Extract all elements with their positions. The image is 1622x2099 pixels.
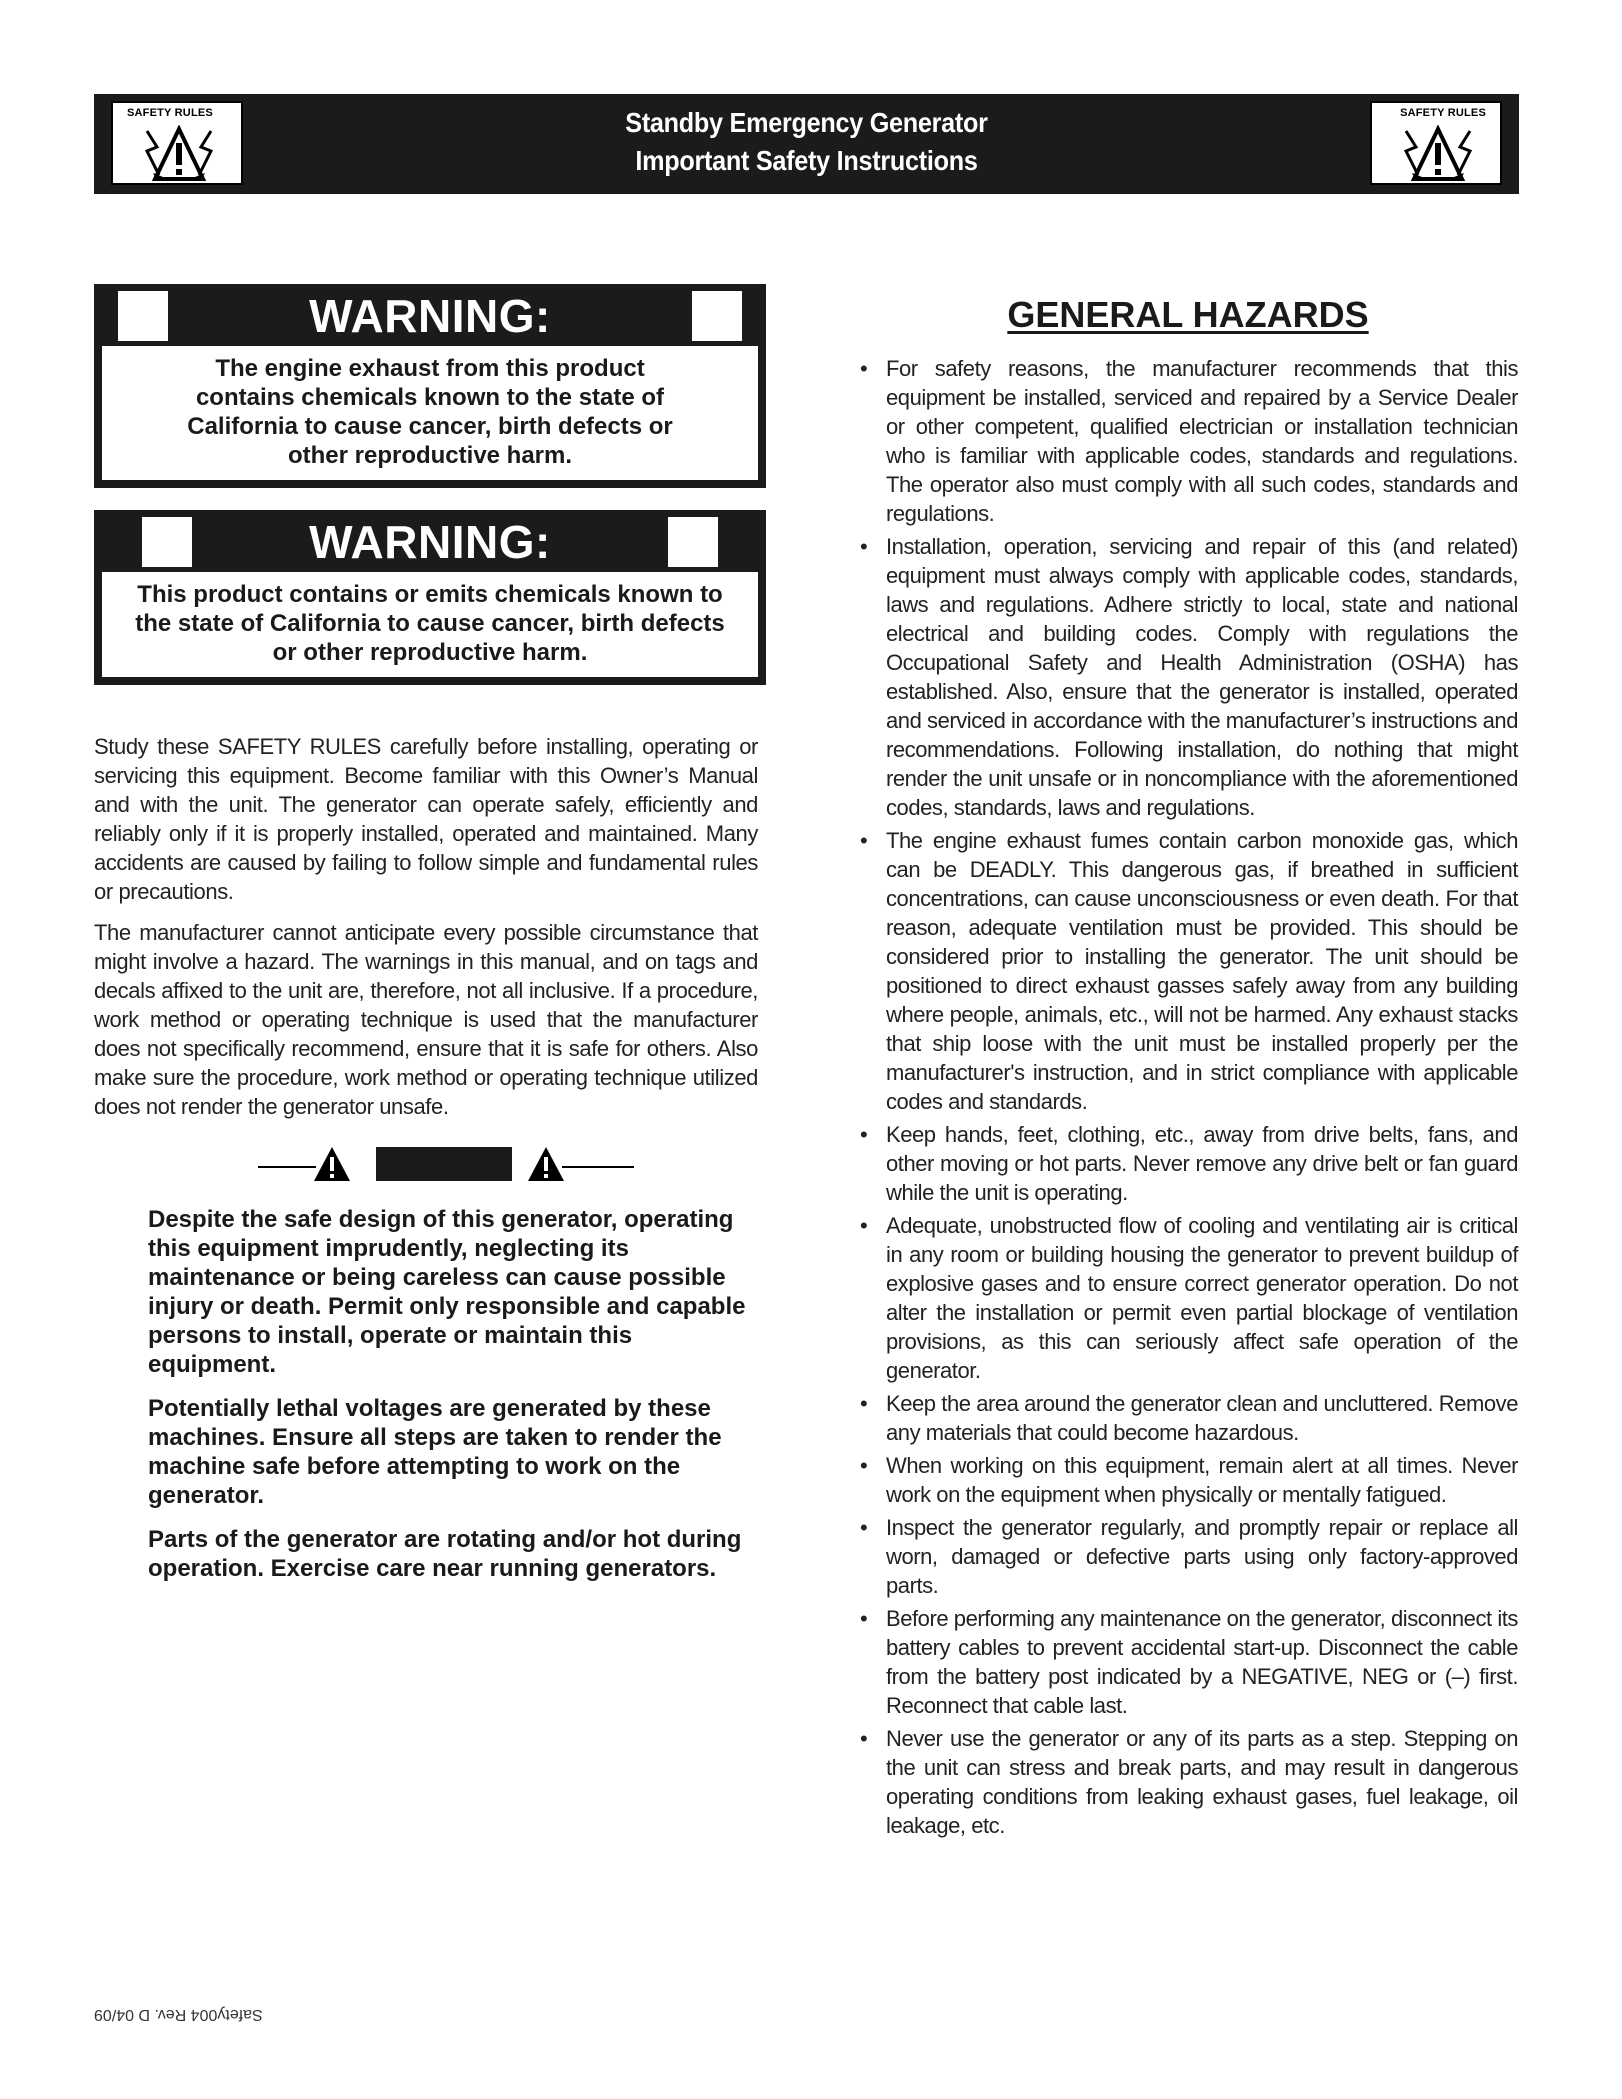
intro-paragraph-2: The manufacturer cannot anticipate every possible circumstance that might involve a hazard. The warnings in this manual, and on tags and decals affixed to the unit are, therefore, not all inclusive. If a procedure, work method or operating technique is used that the manufacturer does not specifically recommend, ensure that it is safe for others. Also make sure the procedure, work method or operating technique utilized does not render the generator unsafe.	[94, 920, 758, 1119]
document-code: Safety004 Rev. D 04/09	[94, 2006, 263, 2023]
warning-square	[118, 291, 168, 341]
hazard-text: Before performing any maintenance on the generator, disconnect its battery cables to prevent accidental start-up. Disconnect the cable from the battery post indicated by a NEGATIVE, NEG or (–) first. Reconnect that cable last.	[886, 1606, 1518, 1718]
hazard-text: For safety reasons, the manufacturer recommends that this equipment be installed, serviced and repaired by a Service Dealer or other competent, qualified electrician or installation technician who is familiar with applicable codes, standards and regulations. The operator also must comply with all such codes, standards and regulations.	[886, 356, 1518, 526]
bullet-icon: •	[860, 1122, 868, 1147]
header-title-line2: Important Safety Instructions	[635, 145, 978, 176]
caution-paragraph-3: Parts of the generator are rotating and/or hot during operation. Exercise care near running generators.	[148, 1526, 742, 1582]
general-hazards-list	[858, 354, 1518, 1844]
header-title	[165, 104, 1448, 180]
warning-heading	[94, 510, 766, 572]
hazard-text: The engine exhaust fumes contain carbon monoxide gas, which can be DEADLY. This dangerous gas, if breathed in sufficient concentrations, can cause unconsciousness or even death. For that reason, adequate ventilation must be provided. This should be considered prior to installing the generator. The unit should be positioned to direct exhaust gasses safely away from any building where people, animals, etc., will not be harmed. Any exhaust stacks that ship loose with the unit must be installed properly per the manufacturer's instruction, and in strict compliance with applicable codes and standards.	[886, 828, 1518, 1114]
bullet-icon: •	[860, 534, 868, 559]
header-bar	[94, 94, 1519, 194]
list-item	[858, 1604, 1518, 1720]
bullet-icon: •	[860, 828, 868, 853]
warning-box-2	[94, 510, 766, 685]
bullet-icon: •	[860, 1453, 868, 1478]
warning-square	[692, 291, 742, 341]
list-item	[858, 532, 1518, 822]
hazard-text: Adequate, unobstructed flow of cooling and ventilating air is critical in any room or building housing the generator to prevent buildup of explosive gases and to ensure correct generator operation. Do not alter the installation or permit even partial blockage of ventilation provisions, as this can seriously affect safe operation of the generator.	[886, 1213, 1518, 1383]
header-title-line1: Standby Emergency Generator	[625, 107, 988, 138]
warning-square	[142, 517, 192, 567]
list-item	[858, 1724, 1518, 1840]
safety-rules-badge-right	[1370, 101, 1502, 185]
warning-body: The engine exhaust from this product contains chemicals known to the state of California to cause cancer, birth defects or other reproductive harm.	[102, 346, 758, 480]
list-item	[858, 354, 1518, 528]
bullet-icon: •	[860, 1726, 868, 1751]
caution-banner	[258, 1145, 634, 1183]
hazard-text: Never use the generator or any of its parts as a step. Stepping on the unit can stress and break parts, and may result in dangerous operating conditions from leaking exhaust gases, fuel leakage, oil leakage, etc.	[886, 1726, 1518, 1838]
warning-heading	[94, 284, 766, 346]
general-hazards-title: GENERAL HAZARDS	[1007, 294, 1369, 335]
hazard-text: Inspect the generator regularly, and promptly repair or replace all worn, damaged or defective parts using only factory-approved parts.	[886, 1515, 1518, 1598]
hazard-text: When working on this equipment, remain alert at all times. Never work on the equipment when physically or mentally fatigued.	[886, 1453, 1518, 1507]
warning-body: This product contains or emits chemicals known to the state of California to cause cancer, birth defects or other reproductive harm.	[102, 572, 758, 677]
hazard-text: Keep hands, feet, clothing, etc., away from drive belts, fans, and other moving or hot parts. Never remove any drive belt or fan guard while the unit is operating.	[886, 1122, 1518, 1205]
electrical-hazard-icon	[1392, 125, 1484, 183]
bullet-icon: •	[860, 1391, 868, 1416]
list-item	[858, 826, 1518, 1116]
caution-paragraph-1: Despite the safe design of this generator, operating this equipment imprudently, neglecting its maintenance or being careless can cause possible injury or death. Permit only responsible and capable persons to install, operate or maintain this equipment.	[148, 1206, 746, 1378]
badge-label: SAFETY RULES	[1400, 107, 1486, 119]
intro-paragraph-1: Study these SAFETY RULES carefully before installing, operating or servicing this equipment. Become familiar with this Owner’s Manual and with the unit. The generator can operate safely, efficiently and reliably only if it is properly installed, operated and maintained. Many accidents are caused by failing to follow simple and fundamental rules or precautions.	[94, 734, 758, 904]
list-item	[858, 1120, 1518, 1207]
list-item	[858, 1513, 1518, 1600]
list-item	[858, 1389, 1518, 1447]
bullet-icon: •	[860, 1213, 868, 1238]
hazard-text: Installation, operation, servicing and repair of this (and related) equipment must always comply with applicable codes, standards, laws and regulations. Adhere strictly to local, state and national electrical and building codes. Comply with regulations the Occupational Safety and Health Administration (OSHA) has established. Also, ensure that the generator is installed, operated and serviced in accordance with the manufacturer’s instructions and recommendations. Following installation, do nothing that might render the unit unsafe or in noncompliance with the aforementioned codes, standards, laws and regulations.	[886, 534, 1518, 820]
badge-label: SAFETY RULES	[127, 107, 213, 119]
warning-heading-text: WARNING:	[309, 290, 551, 342]
warning-square	[668, 517, 718, 567]
bullet-icon: •	[860, 356, 868, 381]
bullet-icon: •	[860, 1606, 868, 1631]
list-item	[858, 1211, 1518, 1385]
caution-paragraph-2: Potentially lethal voltages are generated by these machines. Ensure all steps are taken to render the machine safe before attempting to work on the generator.	[148, 1395, 722, 1509]
bullet-icon: •	[860, 1515, 868, 1540]
list-item	[858, 1451, 1518, 1509]
warning-heading-text: WARNING:	[309, 516, 551, 568]
hazard-text: Keep the area around the generator clean and uncluttered. Remove any materials that could become hazardous.	[886, 1391, 1518, 1445]
warning-box-1	[94, 284, 766, 488]
